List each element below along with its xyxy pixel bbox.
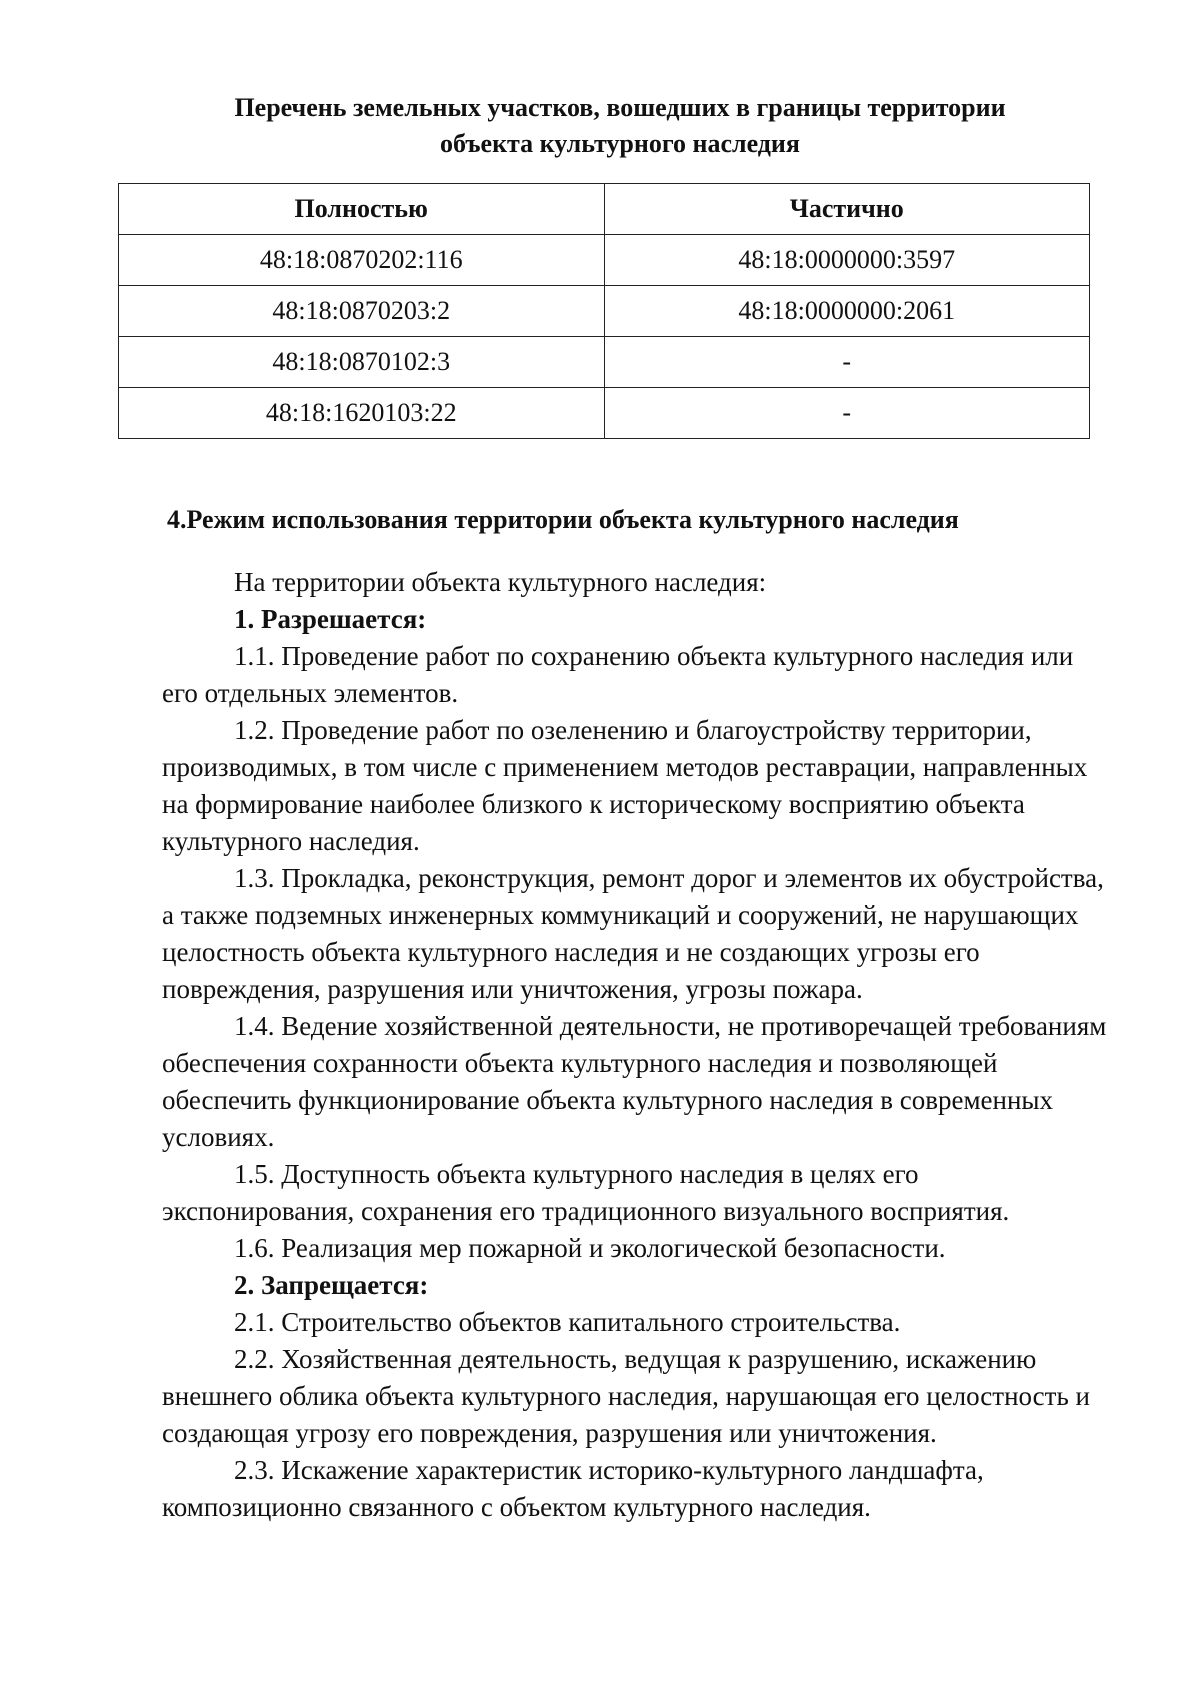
section-heading: 4.Режим использования территории объекта культурного наследия <box>167 505 959 534</box>
cadastral-number-fully: 48:18:1620103:22 <box>119 388 605 439</box>
table-title-line-2: объекта культурного наследия <box>440 129 800 158</box>
allowed-item: 1.1. Проведение работ по сохранению объекта культурного наследия или его отдельных элементов. <box>162 641 1074 708</box>
table-row <box>119 388 1090 439</box>
table-row <box>119 286 1090 337</box>
cadastral-number-partially: - <box>604 388 1090 439</box>
forbidden-heading: 2. Запрещается: <box>234 1270 429 1300</box>
cadastral-number-partially: 48:18:0000000:3597 <box>604 235 1090 286</box>
forbidden-item: 2.3. Искажение характеристик историко-культурного ландшафта, композиционно связанного с объектом культурного наследия. <box>162 1455 984 1522</box>
cadastral-number-fully: 48:18:0870203:2 <box>119 286 605 337</box>
table-row <box>119 337 1090 388</box>
cadastral-number-fully: 48:18:0870102:3 <box>119 337 605 388</box>
forbidden-item: 2.1. Строительство объектов капитального строительства. <box>234 1307 901 1337</box>
table-title <box>150 90 1090 162</box>
forbidden-item: 2.2. Хозяйственная деятельность, ведущая к разрушению, искажению внешнего облика объекта культурного наследия, нарушающая его целостность и создающая угрозу его повреждения, разрушения или уничтожения. <box>162 1344 1090 1448</box>
allowed-item: 1.6. Реализация мер пожарной и экологической безопасности. <box>234 1233 946 1263</box>
section-body <box>162 564 1112 1526</box>
cadastral-number-fully: 48:18:0870202:116 <box>119 235 605 286</box>
intro-paragraph: На территории объекта культурного наследия: <box>234 567 767 597</box>
cadastral-number-partially: - <box>604 337 1090 388</box>
land-parcels-table <box>118 183 1090 439</box>
allowed-item: 1.3. Прокладка, реконструкция, ремонт дорог и элементов их обустройства, а также подземных инженерных коммуникаций и сооружений, не нарушающих целостность объекта культурного наследия и не создающих угрозы его повреждения, разрушения или уничтожения, угрозы пожара. <box>162 863 1104 1004</box>
table-header-row <box>119 184 1090 235</box>
table-title-line-1: Перечень земельных участков, вошедших в границы территории <box>234 93 1006 122</box>
header-fully: Полностью <box>119 184 605 235</box>
header-partially: Частично <box>604 184 1090 235</box>
allowed-item: 1.2. Проведение работ по озеленению и благоустройству территории, производимых, в том числе с применением методов реставрации, направленных на формирование наиболее близкого к историческому восприятию объекта культурного наследия. <box>162 715 1088 856</box>
allowed-heading: 1. Разрешается: <box>234 604 427 634</box>
allowed-item: 1.5. Доступность объекта культурного наследия в целях его экспонирования, сохранения его традиционного визуального восприятия. <box>162 1159 1010 1226</box>
table-row <box>119 235 1090 286</box>
cadastral-number-partially: 48:18:0000000:2061 <box>604 286 1090 337</box>
allowed-item: 1.4. Ведение хозяйственной деятельности, не противоречащей требованиям обеспечения сохранности объекта культурного наследия и позволяющей обеспечить функционирование объекта культурного наследия в современных условиях. <box>162 1011 1107 1152</box>
